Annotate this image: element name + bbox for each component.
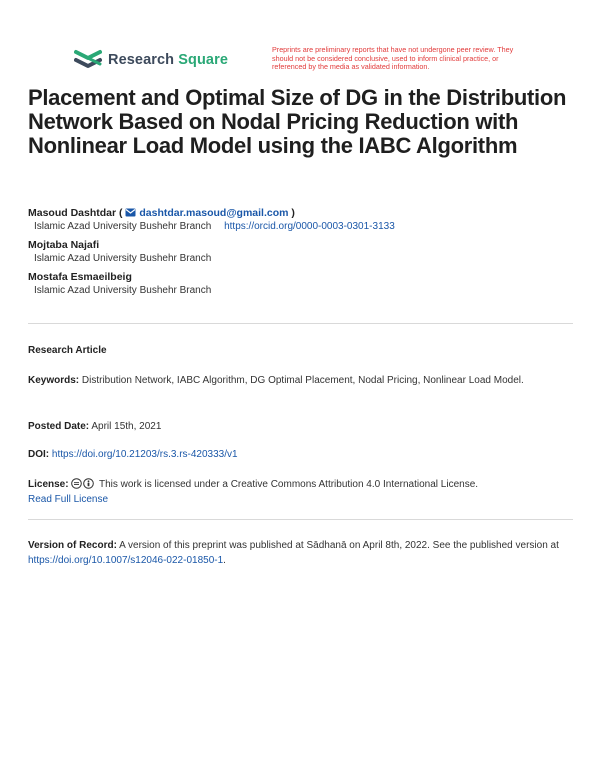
version-of-record-section: [28, 538, 573, 568]
doi-link[interactable]: https://doi.org/10.21203/rs.3.rs-420333/v1: [51, 449, 238, 460]
keywords-text: Distribution Network, IABC Algorithm, DG Optimal Placement, Nodal Pricing, Nonlinear Load Model.: [81, 375, 524, 386]
license-text: This work is licensed under a Creative Commons Attribution 4.0 International License.: [98, 479, 479, 490]
logo-text-part2: Square: [178, 52, 228, 68]
read-full-license-link[interactable]: Read Full License: [28, 494, 109, 505]
license-section: [28, 477, 573, 507]
author-affiliation: [28, 220, 573, 234]
divider: [28, 323, 573, 324]
version-of-record-link[interactable]: https://doi.org/10.1007/s12046-022-01850-1: [28, 555, 224, 566]
keywords-section: [28, 373, 573, 388]
posted-date-section: [28, 419, 573, 434]
orcid-link[interactable]: https://orcid.org/0000-0003-0301-3133: [224, 221, 395, 232]
author-name: Mojtaba Najafi: [28, 239, 100, 251]
divider: [28, 519, 573, 520]
author-affiliation: Islamic Azad University Bushehr Branch: [34, 253, 212, 264]
creative-commons-icon: [71, 478, 94, 489]
logo-text-part1: Research: [108, 52, 175, 68]
version-of-record-end: .: [223, 555, 226, 566]
preprint-disclaimer: Preprints are preliminary reports that have not undergone peer review. They should not be considered conclusive, used to inform clinical practice, or referenced by the media as validated information.: [272, 45, 514, 72]
affiliation-text: Islamic Azad University Bushehr Branch: [34, 221, 212, 232]
doi-section: [28, 447, 573, 462]
article-type-text: Research Article: [28, 345, 107, 356]
research-square-logo-icon: [74, 48, 102, 72]
version-of-record-text: A version of this preprint was published at Sādhanā on April 8th, 2022. See the published version at: [119, 540, 559, 551]
posted-date-value: April 15th, 2021: [91, 421, 162, 432]
author-email-link[interactable]: dashtdar.masoud@gmail.com: [139, 207, 289, 219]
logo-text: [108, 52, 228, 68]
cc-icon: [71, 478, 82, 489]
research-square-logo[interactable]: [74, 48, 228, 72]
keywords-label: Keywords:: [28, 375, 80, 386]
license-label: License:: [28, 479, 69, 490]
doi-label: DOI:: [28, 449, 50, 460]
author-list: [28, 206, 573, 302]
email-icon: [125, 208, 136, 217]
posted-date-label: Posted Date:: [28, 421, 90, 432]
author-name-text: Masoud Dashtdar: [28, 207, 117, 219]
author-name: Masoud Dashtdar ( dashtdar.masoud@gmail.com ): [28, 207, 295, 219]
article-type: [28, 343, 573, 358]
version-of-record-label: Version of Record:: [28, 540, 117, 551]
cc-by-icon: [83, 478, 94, 489]
paper-title: Placement and Optimal Size of DG in the Distribution Network Based on Nodal Pricing Reduction with Nonlinear Load Model using the IABC Algorithm: [28, 85, 567, 158]
author-name: Mostafa Esmaeilbeig: [28, 271, 132, 283]
author-affiliation: Islamic Azad University Bushehr Branch: [34, 285, 212, 296]
